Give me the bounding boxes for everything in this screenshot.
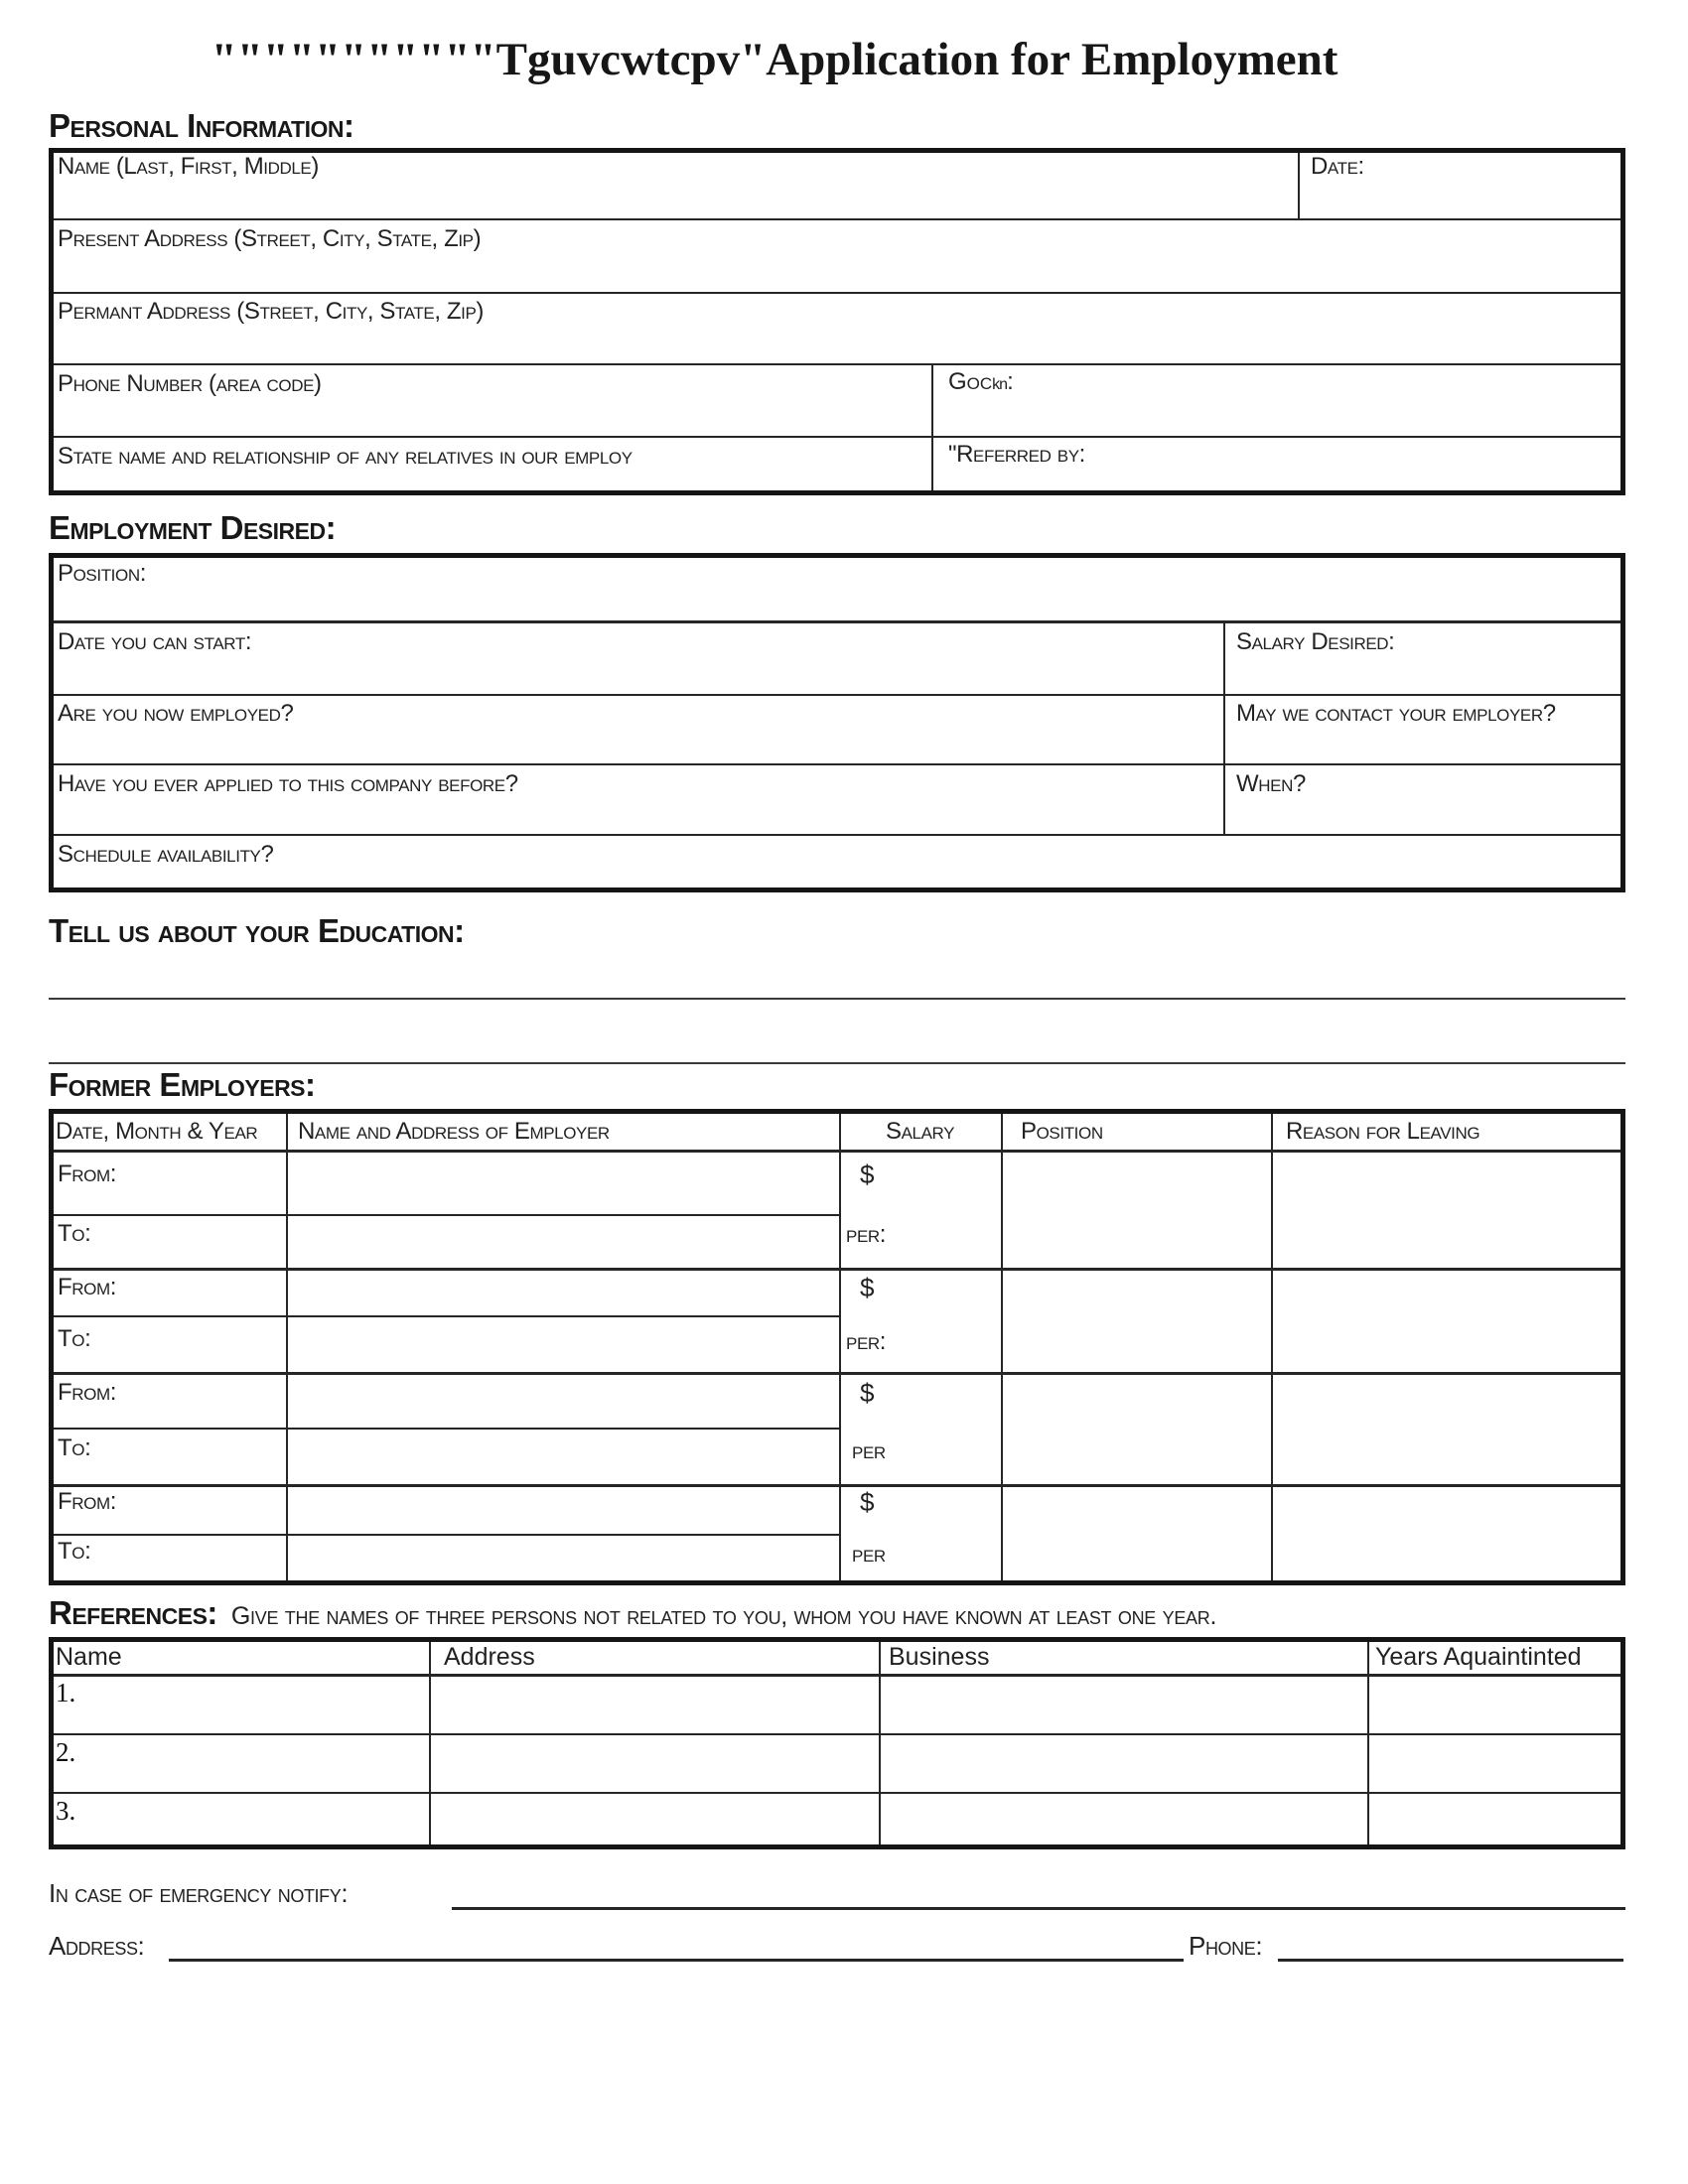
reference2-years-field[interactable] xyxy=(1367,1733,1625,1792)
employer4-position-field[interactable] xyxy=(1001,1484,1271,1580)
from-label: From: xyxy=(58,1274,116,1300)
position-label: Position: xyxy=(58,560,146,587)
reference2-business-field[interactable] xyxy=(879,1733,1367,1792)
col-header-date: Date, Month & Year xyxy=(56,1118,258,1145)
employer1-position-field[interactable] xyxy=(1001,1150,1271,1268)
employer2-reason-field[interactable] xyxy=(1271,1268,1625,1372)
emergency-notify-label: In case of emergency notify: xyxy=(49,1878,349,1908)
name-label: Name (Last, First, Middle) xyxy=(58,153,319,180)
employer2-name-address-field[interactable] xyxy=(286,1268,839,1372)
from-label: From: xyxy=(58,1160,116,1187)
ref-col-header-business: Business xyxy=(889,1643,990,1671)
ref-col-header-years: Years Aquaintinted xyxy=(1375,1643,1582,1671)
per-label: per xyxy=(852,1437,886,1464)
reference1-address-field[interactable] xyxy=(429,1674,879,1733)
education-writing-line xyxy=(49,1062,1625,1064)
reference3-name-field[interactable] xyxy=(49,1792,429,1849)
references-description: Give the names of three persons not related to you, whom you have known at least one year. xyxy=(230,1602,1217,1630)
former-employers-heading: Former Employers: xyxy=(49,1066,316,1103)
per-label: per: xyxy=(846,1221,887,1248)
reference-row-number: 1. xyxy=(56,1678,76,1707)
reference1-business-field[interactable] xyxy=(879,1674,1367,1733)
employer1-reason-field[interactable] xyxy=(1271,1150,1625,1268)
employer3-position-field[interactable] xyxy=(1001,1372,1271,1484)
position-field[interactable] xyxy=(49,553,1625,620)
per-label: per xyxy=(852,1541,886,1568)
col-header-position: Position xyxy=(1021,1118,1103,1145)
references-heading: References: xyxy=(49,1594,217,1631)
education-writing-line xyxy=(49,998,1625,1000)
to-label: To: xyxy=(58,1434,91,1461)
emergency-notify-line xyxy=(452,1907,1625,1910)
reference-row-number: 3. xyxy=(56,1796,76,1826)
emergency-address-label: Address: xyxy=(49,1931,145,1961)
email-label-small: kn xyxy=(992,376,1008,393)
currency-symbol: $ xyxy=(860,1487,875,1517)
to-label: To: xyxy=(58,1325,91,1352)
emergency-phone-label: Phone: xyxy=(1189,1931,1263,1961)
employer1-name-address-field[interactable] xyxy=(286,1150,839,1268)
personal-info-heading: Personal Information: xyxy=(49,107,354,144)
permanent-address-label: Permant Address (Street, City, State, Zip) xyxy=(58,298,485,325)
education-line-2-field[interactable] xyxy=(49,1029,1625,1062)
col-header-employer: Name and Address of Employer xyxy=(298,1118,610,1145)
reference-row-number: 2. xyxy=(56,1737,76,1767)
present-address-label: Present Address (Street, City, State, Zip) xyxy=(58,225,482,252)
email-label xyxy=(948,369,1014,395)
emergency-address-field[interactable] xyxy=(169,1928,1184,1959)
employment-desired-heading: Employment Desired: xyxy=(49,509,337,546)
form-title: """""""""""Tguvcwtcpv"Application for Employment xyxy=(211,34,1338,85)
salary-desired-label: Salary Desired: xyxy=(1236,628,1395,655)
from-label: From: xyxy=(58,1379,116,1406)
phone-label: Phone Number (area code) xyxy=(58,370,322,397)
when-label: When? xyxy=(1236,770,1306,797)
emergency-phone-field[interactable] xyxy=(1278,1928,1623,1959)
contact-employer-label: May we contact your employer? xyxy=(1236,700,1556,727)
from-label: From: xyxy=(58,1488,116,1515)
referred-by-label: "Referred by: xyxy=(948,441,1085,468)
currency-symbol: $ xyxy=(860,1160,875,1189)
emergency-address-line xyxy=(169,1959,1184,1962)
date-label: Date: xyxy=(1311,153,1364,180)
to-label: To: xyxy=(58,1538,91,1565)
reference2-name-field[interactable] xyxy=(49,1733,429,1792)
employer3-name-address-field[interactable] xyxy=(286,1372,839,1484)
reference1-name-field[interactable] xyxy=(49,1674,429,1733)
currency-symbol: $ xyxy=(860,1273,875,1302)
start-date-label: Date you can start: xyxy=(58,628,252,655)
currency-symbol: $ xyxy=(860,1378,875,1408)
employer4-reason-field[interactable] xyxy=(1271,1484,1625,1580)
applied-before-label: Have you ever applied to this company before? xyxy=(58,770,518,797)
schedule-availability-label: Schedule availability? xyxy=(58,841,274,868)
to-label: To: xyxy=(58,1220,91,1247)
employer3-reason-field[interactable] xyxy=(1271,1372,1625,1484)
reference3-business-field[interactable] xyxy=(879,1792,1367,1849)
per-label: per: xyxy=(846,1328,887,1355)
education-heading: Tell us about your Education: xyxy=(49,912,465,949)
relatives-label: State name and relationship of any relatives in our employ xyxy=(58,443,633,470)
ref-col-header-address: Address xyxy=(444,1643,535,1671)
employer2-position-field[interactable] xyxy=(1001,1268,1271,1372)
email-label-main: Goc xyxy=(948,368,993,395)
emergency-notify-field[interactable] xyxy=(452,1876,1625,1907)
references-heading-row xyxy=(49,1594,1216,1632)
reference2-address-field[interactable] xyxy=(429,1733,879,1792)
reference1-years-field[interactable] xyxy=(1367,1674,1625,1733)
col-header-salary: Salary xyxy=(885,1118,955,1145)
col-header-reason: Reason for Leaving xyxy=(1286,1118,1480,1145)
reference3-address-field[interactable] xyxy=(429,1792,879,1849)
education-line-1-field[interactable] xyxy=(49,965,1625,998)
reference3-years-field[interactable] xyxy=(1367,1792,1625,1849)
ref-col-header-name: Name xyxy=(56,1643,122,1671)
email-label-colon: : xyxy=(1007,368,1014,395)
schedule-availability-field[interactable] xyxy=(49,834,1625,892)
now-employed-label: Are you now employed? xyxy=(58,700,294,727)
employer4-name-address-field[interactable] xyxy=(286,1484,839,1580)
email-field[interactable] xyxy=(931,363,1625,436)
emergency-phone-line xyxy=(1278,1959,1623,1962)
